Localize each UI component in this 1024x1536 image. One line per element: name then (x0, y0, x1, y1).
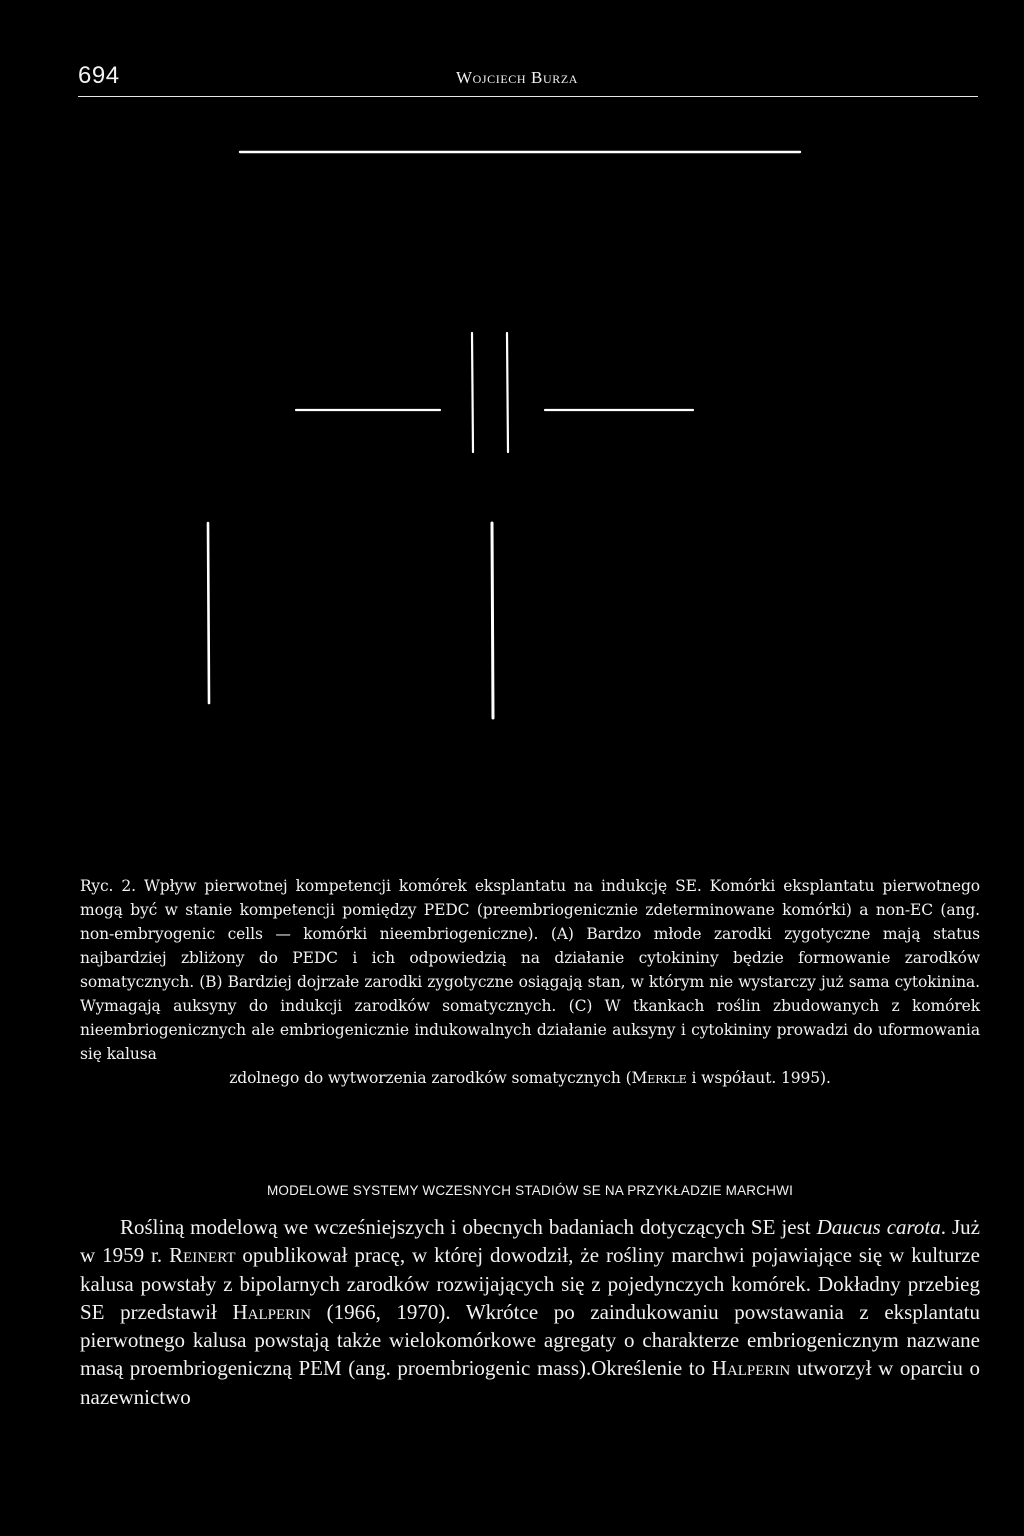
body-text-1: Rośliną modelową we wcześniejszych i obecnych badaniach dotyczących SE jest (120, 1215, 817, 1239)
figure-image (0, 140, 1024, 730)
figure-caption (80, 874, 980, 1090)
body-text-2: . Już w 1959 r. (80, 1215, 980, 1268)
caption-citation-rest: i współaut. 1995). (686, 1069, 831, 1087)
figure-fragment-lines (0, 140, 1024, 730)
running-head: Wojciech Burza (456, 68, 579, 87)
figure-inner-right-vertical (507, 333, 508, 452)
page-number: 694 (78, 62, 120, 89)
page-header (78, 60, 978, 97)
section-heading: MODELOWE SYSTEMY WCZESNYCH STADIÓW SE NA PRZYKŁADZIE MARCHWI (266, 1183, 794, 1198)
caption-last-line (80, 1066, 980, 1090)
figure-outer-right-vertical (492, 523, 493, 718)
caption-citation-author: Merkle (631, 1069, 687, 1087)
citation-author-reinert: Reinert (169, 1243, 236, 1268)
citation-author-halperin-2: Halperin (711, 1356, 791, 1381)
figure-outer-left-vertical (208, 523, 209, 703)
body-paragraph (80, 1213, 980, 1411)
body-text-3: opublikował pracę, w której dowodził, że rośliny marchwi pojawiające się w kulturze kalusa powstały z bipolarnych zarodków rozwijających się z pojedynczych komórek. Dokładny przebieg SE przedstawił (80, 1243, 981, 1324)
body-text-5: utworzył w oparciu o nazewnictwo (80, 1356, 980, 1409)
body-text-4: (1966, 1970). Wkrótce po zaindukowaniu powstawania z eksplantatu pierwotnego kalusa powstają także wielokomórkowe agregaty o charakterze embriogenicznym nazwane masą proembriogeniczną PEM (ang. proembriogenic mass).Określenie to (80, 1299, 980, 1381)
caption-text: Wpływ pierwotnej kompetencji komórek eksplantatu na indukcję SE. Komórki eksplantatu pierwotnego mogą być w stanie kompetencji pomiędzy PEDC (preembriogenicznie zdeterminowane komórki) a non-EC (ang. non-embryogenic cells — komórki nieembriogeniczne). (A) Bardzo młode zarodki zygotyczne mają status najbardziej zbliżony do PEDC i ich odpowiedzią na działanie cytokininy będzie formowanie zarodków somatycznych. (B) Bardziej dojrzałe zarodki zygotyczne osiągają stan, w którym nie wystarczy już sama cytokinina. Wymagają auksyny do indukcji zarodków somatycznych. (C) W tkankach roślin zbudowanych z komórek nieembriogenicznych ale embriogenicznie indukowalnych działanie auksyny i cytokininy prowadzi do uformowania się kalusa (80, 877, 981, 1063)
citation-author-halperin: Halperin (232, 1299, 311, 1324)
species-name: Daucus carota (816, 1215, 941, 1239)
caption-label: Ryc. 2. (80, 877, 136, 895)
figure-inner-left-vertical (472, 333, 473, 452)
caption-text-end: zdolnego do wytworzenia zarodków somatycznych ( (229, 1069, 632, 1087)
